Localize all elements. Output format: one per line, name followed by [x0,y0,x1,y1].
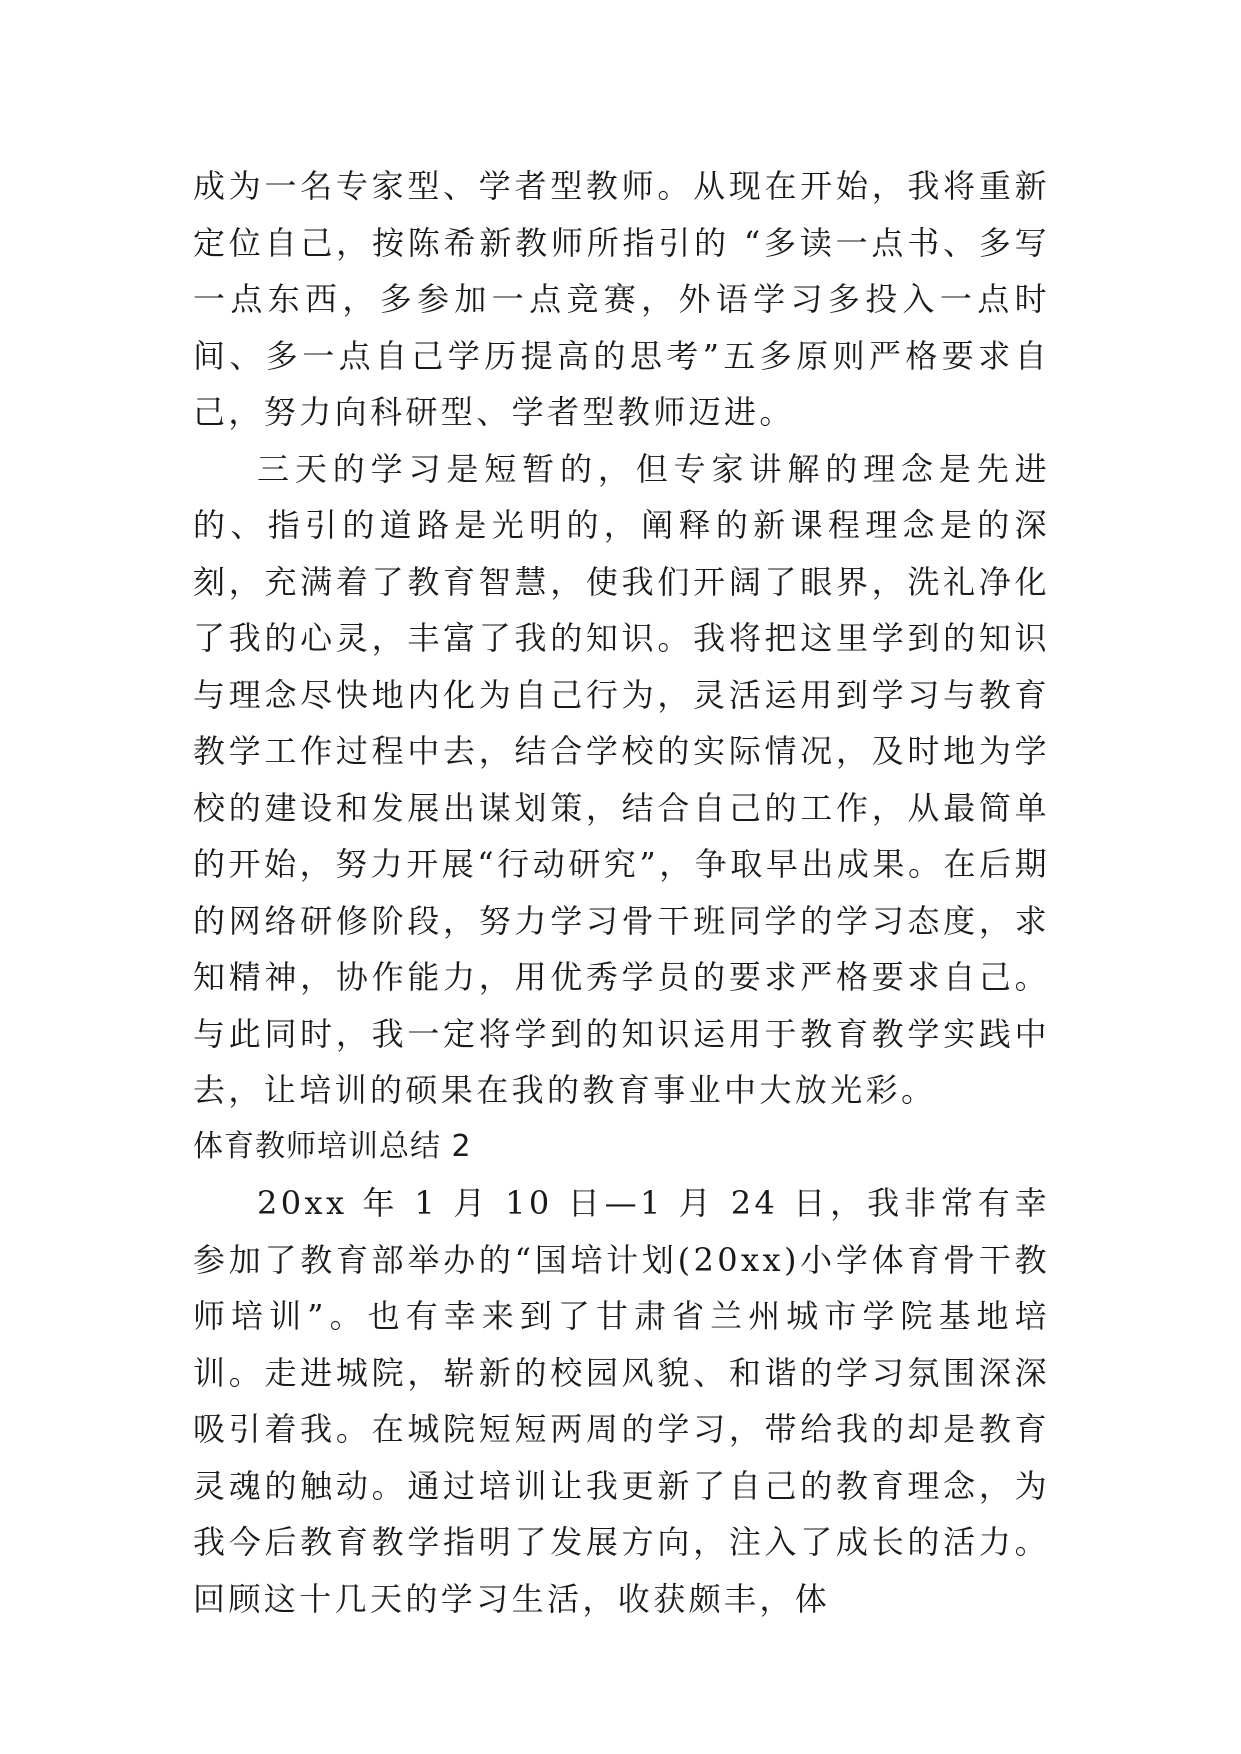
section-heading: 体育教师培训总结 2 [193,1128,472,1164]
paragraph-continuation: 成为一名专家型、学者型教师。从现在开始，我将重新定位自己，按陈希新教师所指引的 “多读一点书、多写一点东西，多参加一点竞赛，外语学习多投入一点时间、多一点自己学历提高的思考”五多原则严格要求自己，努力向科研型、学者型教师迈进。 [193,167,1050,431]
paragraph-section-intro: 20xx 年 1 月 10 日—1 月 24 日，我非常有幸参加了教育部举办的“国培计划(20xx)小学体育骨干教师培训”。也有幸来到了甘肃省兰州城市学院基地培训。走进城院，崭新的校园风貌、和谐的学习氛围深深吸引着我。在城院短短两周的学习，带给我的却是教育灵魂的触动。通过培训让我更新了自己的教育理念，为我今后教育教学指明了发展方向，注入了成长的活力。回顾这十几天的学习生活，收获颇丰，体 [193,1184,1050,1618]
paragraph-summary: 三天的学习是短暂的，但专家讲解的理念是先进的、指引的道路是光明的，阐释的新课程理念是的深刻，充满着了教育智慧，使我们开阔了眼界，洗礼净化了我的心灵，丰富了我的知识。我将把这里学到的知识与理念尽快地内化为自己行为，灵活运用到学习与教育教学工作过程中去，结合学校的实际情况，及时地为学校的建设和发展出谋划策，结合自己的工作，从最简单的开始，努力开展“行动研究”，争取早出成果。在后期的网络研修阶段，努力学习骨干班同学的学习态度，求知精神，协作能力，用优秀学员的要求严格要求自己。与此同时，我一定将学到的知识运用于教育教学实践中去，让培训的硕果在我的教育事业中大放光彩。 [193,449,1050,1109]
document-body [193,158,1050,1627]
